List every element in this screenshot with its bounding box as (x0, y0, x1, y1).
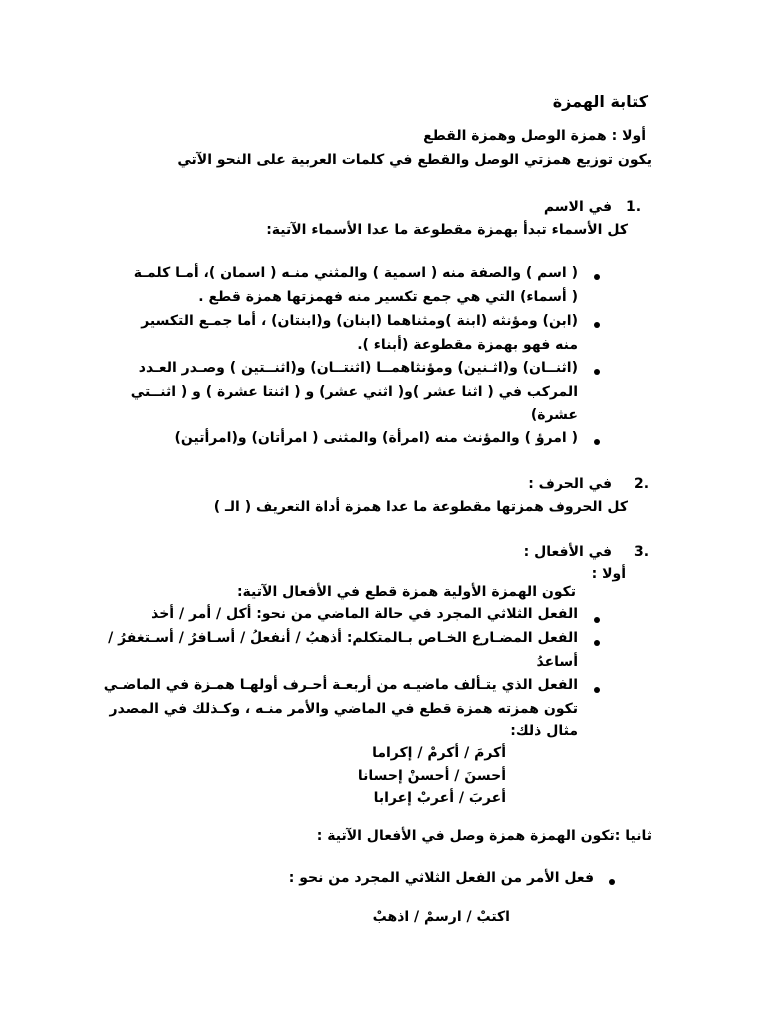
second-b1: فعل الأمر من الفعل الثلاثي المجرد من نحو : (288, 870, 594, 886)
section-3-first: أولا : (591, 566, 626, 582)
s1-b4: ( امرؤ ) والمؤنث منه (امرأة) والمثنى ( امرأتان) و(امرأتين) (174, 430, 578, 446)
intro-line: يكون توزيع همزتي الوصل والقطع في كلمات العربية على النحو الآتي (177, 152, 652, 168)
bullet-icon (594, 617, 600, 623)
section-1-intro: كل الأسماء تبدأ بهمزة مقطوعة ما عدا الأسماء الآتية: (266, 222, 628, 238)
s3-b2-line1: الفعل المضـارع الخـاص بـالمتكلم: أذهبُ / أنفعلُ / أسـافرُ / أسـتغفرُ / (108, 630, 578, 646)
s3-b3-line3: مثال ذلك: (510, 723, 578, 739)
second-heading: ثانيا :تكون الهمزة همزة وصل في الأفعال الآتية : (316, 828, 652, 844)
s1-b3-line3: عشرة) (530, 407, 578, 423)
bullet-icon (594, 439, 600, 445)
section-3-intro: تكون الهمزة الأولية همزة قطع في الأفعال الآتية: (236, 584, 576, 600)
page-title: كتابة الهمزة (552, 92, 648, 111)
s3-b2-line2: أساعدُ (536, 654, 578, 670)
s3-b3-line2: تكون همزته همزة قطع في الماضي والأمر منـه ، وكـذلك في المصدر (109, 701, 578, 717)
s3-b3-line1: الفعل الذي يتـألف ماضيـه من أربعـة أحـرف أولهـا همـزة في الماضـي (103, 677, 578, 693)
bullet-icon (609, 879, 615, 885)
bullet-icon (594, 274, 600, 280)
s1-b3-line1: (اثنــان) و(اثـنين) ومؤنثاهمــا (اثنتــان) و(اثنــتين ) وصـدر العـدد (138, 360, 578, 376)
bullet-icon (594, 322, 600, 328)
second-example: اكتبْ / ارسمْ / اذهبْ (372, 909, 510, 925)
s1-b2-line1: (ابن) ومؤنثه (ابنة )ومثناهما (ابنان) و(ابنتان) ، أما جمـع التكسير (141, 313, 578, 329)
s3-b1: الفعل الثلاثي المجرد في حالة الماضي من نحو: أكل / أمر / أخذ (151, 606, 578, 622)
example-line: أعربَ / أعربْ إعرابا (373, 790, 506, 806)
section-3-number: 3. (634, 544, 650, 560)
section-2-number: 2. (634, 476, 650, 492)
section-1-heading: في الاسم (543, 199, 612, 215)
s1-b3-line2: المركب في ( اثنا عشر )و( اثني عشر) و ( اثنتا عشرة ) و ( اثنــتي (130, 384, 578, 400)
s1-b2-line2: منه فهو بهمزة مقطوعة (أبناء ). (357, 337, 578, 353)
section-3-heading: في الأفعال : (523, 544, 612, 560)
s1-b1-line2: ( أسماء) التي هي جمع تكسير منه فهمزتها همزة قطع . (198, 289, 578, 305)
bullet-icon (594, 640, 600, 646)
example-line: أكرمَ / أكرمْ / إكراما (372, 745, 506, 761)
example-line: أحسنَ / أحسنْ إحسانا (357, 768, 506, 784)
s1-b1-line1: ( اسم ) والصفة منه ( اسمية ) والمثني منـه ( اسمان )، أمـا كلمـة (133, 265, 578, 281)
bullet-icon (594, 687, 600, 693)
bullet-icon (594, 369, 600, 375)
section-2-line: كل الحروف همزتها مقطوعة ما عدا همزة أداة التعريف ( الـ ) (213, 499, 628, 515)
section-1-number: 1. (626, 199, 642, 215)
section-2-heading: في الحرف : (528, 476, 612, 492)
intro-heading: أولا : همزة الوصل وهمزة القطع (423, 128, 646, 144)
